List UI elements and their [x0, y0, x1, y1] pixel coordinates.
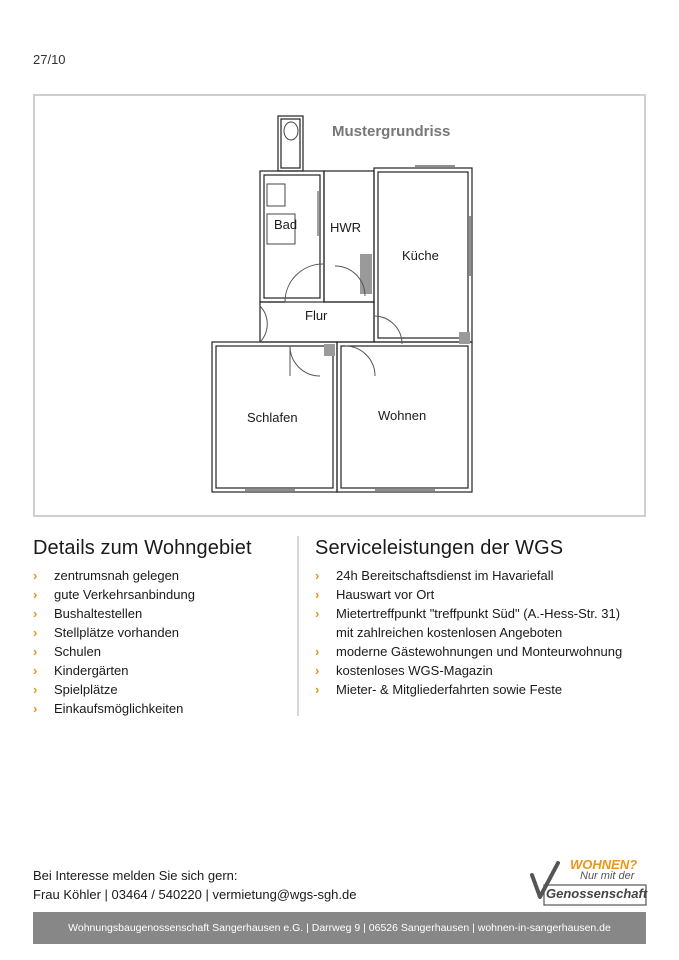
chevron-right-icon: ›: [315, 606, 320, 621]
room-label-kueche: Küche: [402, 248, 439, 263]
list-item: › kostenloses WGS-Magazin: [315, 663, 493, 678]
list-item: › Mietertreffpunkt "treffpunkt Süd" (A.-Hess-Str. 31) mit zahlreichen kostenlosen Angeboten: [315, 606, 621, 640]
chevron-right-icon: ›: [33, 644, 38, 659]
list-item: › Einkaufsmöglichkeiten: [33, 701, 184, 716]
services-list: [315, 566, 655, 699]
floorplan-frame: [33, 94, 646, 517]
list-item: › Schulen: [33, 644, 101, 659]
logo-text-top: WOHNEN?: [570, 857, 638, 872]
chevron-right-icon: ›: [315, 587, 320, 602]
services-heading: Serviceleistungen der WGS: [315, 537, 564, 559]
details-heading: Details zum Wohngebiet: [33, 537, 252, 559]
list-item: › Kindergärten: [33, 663, 129, 678]
logo-text-middle: Nur mit der: [580, 870, 635, 882]
column-divider: [297, 536, 299, 716]
floorplan-title: Mustergrundriss: [332, 123, 451, 140]
chevron-right-icon: ›: [33, 663, 38, 678]
floorplan-drawing: [35, 96, 644, 515]
chevron-right-icon: ›: [33, 701, 38, 716]
room-label-flur: Flur: [305, 308, 328, 323]
room-label-schlafen: Schlafen: [247, 410, 298, 425]
chevron-right-icon: ›: [315, 663, 320, 678]
chevron-right-icon: ›: [33, 606, 38, 621]
chevron-right-icon: ›: [33, 625, 38, 640]
list-item: › Stellplätze vorhanden: [33, 625, 180, 640]
room-label-bad: Bad: [274, 217, 298, 232]
room-label-wohnen: Wohnen: [378, 408, 427, 423]
wgs-logo: [530, 857, 648, 907]
footer-bar: [33, 912, 646, 944]
contact-block: [33, 866, 356, 904]
chevron-right-icon: ›: [315, 644, 320, 659]
list-item: › moderne Gästewohnungen und Monteurwohnung: [315, 644, 623, 659]
list-item: › Bushaltestellen: [33, 606, 143, 621]
contact-details[interactable]: Frau Köhler | 03464 / 540220 | vermietung@wgs-sgh.de: [33, 887, 357, 902]
footer-text: Wohnungsbaugenossenschaft Sangerhausen e.G. | Darrweg 9 | 06526 Sangerhausen | wohnen-in-sangerhausen.de: [68, 922, 611, 934]
list-item: › Mieter- & Mitgliederfahrten sowie Feste: [315, 682, 563, 697]
list-item: › zentrumsnah gelegen: [33, 568, 180, 583]
chevron-right-icon: ›: [33, 568, 38, 583]
details-section: [33, 537, 295, 718]
chevron-right-icon: ›: [33, 682, 38, 697]
details-list: [33, 566, 295, 718]
services-section: [315, 537, 655, 699]
contact-intro: Bei Interesse melden Sie sich gern:: [33, 868, 238, 883]
room-label-hwr: HWR: [330, 220, 362, 235]
list-item: › gute Verkehrsanbindung: [33, 587, 195, 602]
logo-text-bottom: Genossenschaft: [546, 886, 648, 901]
page-number: 27/10: [33, 52, 66, 67]
chevron-right-icon: ›: [315, 682, 320, 697]
chevron-right-icon: ›: [315, 568, 320, 583]
list-item: › Hauswart vor Ort: [315, 587, 435, 602]
list-item: › Spielplätze: [33, 682, 118, 697]
list-item: › 24h Bereitschaftsdienst im Havariefall: [315, 568, 554, 583]
chevron-right-icon: ›: [33, 587, 38, 602]
